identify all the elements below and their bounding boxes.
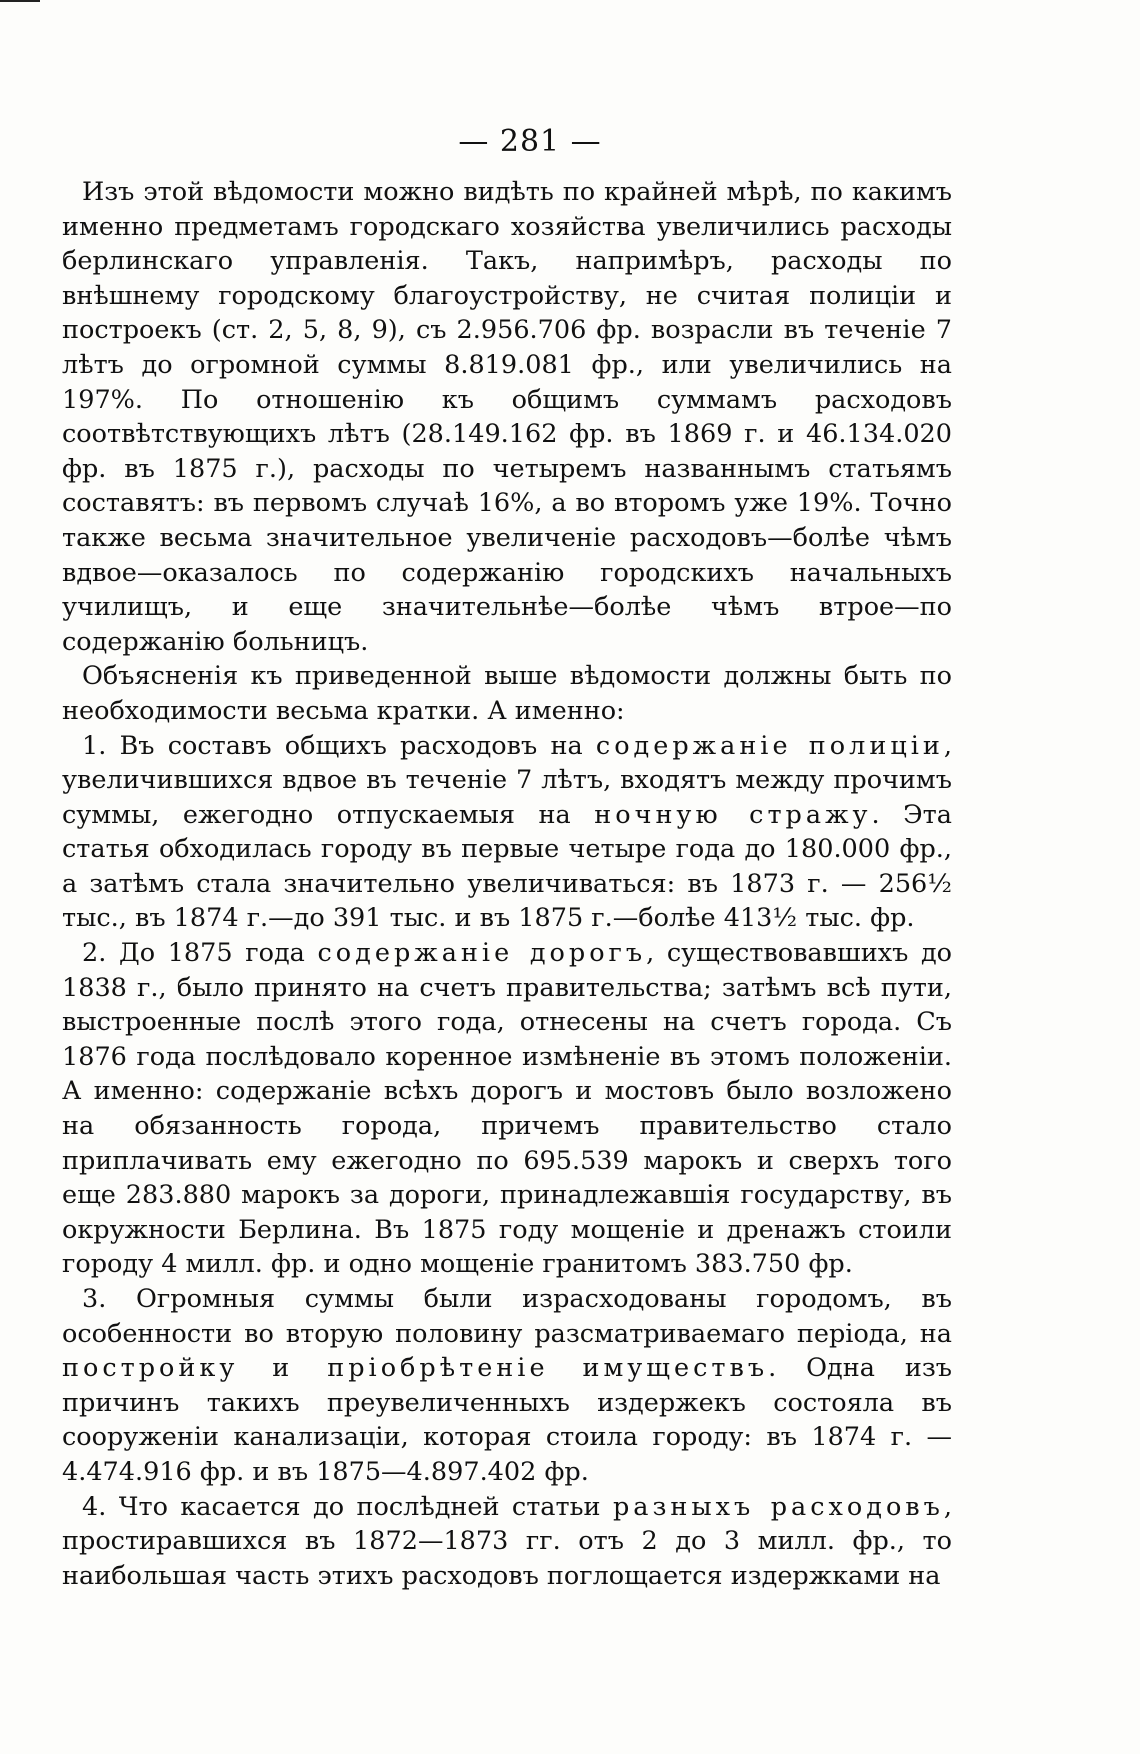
paragraph-item-1 [62,729,952,937]
paragraph-intro [62,175,952,659]
paragraph-text: . Одна изъ причинъ такихъ преувеличенныхъ издержекъ состояла въ сооруженіи канализаціи, которая стоила городу: въ 1874 г. — 4.474.916 фр. и въ 1875—4.897.402 фр. [62,1353,952,1487]
paragraph-text: , увеличившихся вдвое въ теченіе 7 лѣтъ, входятъ между прочимъ суммы, ежегодно отпускаемыя на [62,730,952,830]
paragraph-text: Объясненія къ приведенной выше вѣдомости должны быть по необходимости весьма кратки. А именно: [62,661,952,726]
paragraph-text: 2. До 1875 года [82,938,318,969]
paragraph-item-4 [62,1490,952,1594]
spaced-emphasis-text: содержаніе полиціи [595,730,944,761]
paragraph-explanations [62,659,952,728]
paragraph-text: 1. Въ составъ общихъ расходовъ на [82,730,596,761]
paragraph-text: , существовавшихъ до 1838 г., было принято на счетъ правительства; затѣмъ всѣ пути, выстроенные послѣ этого года, отнесены на счетъ города. Съ 1876 года послѣдовало коренное измѣненіе въ этомъ положеніи. А именно: содержаніе всѣхъ дорогъ и мостовъ было возложено на обязанность города, причемъ правительство стало приплачивать ему ежегодно по 695.539 марокъ и сверхъ того еще 283.880 марокъ за дороги, принадлежавшія государству, въ окружности Берлина. Въ 1875 году мощеніе и дренажъ стоили городу 4 милл. фр. и одно мощеніе гранитомъ 383.750 фр. [62,938,952,1280]
paragraph-text: . Эта статья обходилась городу въ первые четыре года до 180.000 фр., а затѣмъ стала значительно увеличиваться: въ 1873 г. — 256½ тыс., въ 1874 г.—до 391 тыс. и въ 1875 г.—болѣе 413½ тыс. фр. [62,799,952,934]
paragraph-text: 3. Огромныя суммы были израсходованы городомъ, въ особенности во вторую половину разсматриваемаго періода, на [62,1284,952,1349]
top-edge-rule [0,0,40,2]
paragraph-text: Изъ этой вѣдомости можно видѣть по крайней мѣрѣ, по какимъ именно предметамъ городскаго хозяйства увеличились расходы берлинскаго управленія. Такъ, напримѣръ, расходы по внѣшнему городскому благоустройству, не считая полиціи и построекъ (ст. 2, 5, 8, 9), съ 2.956.706 фр. возрасли въ теченіе 7 лѣтъ до огромной суммы 8.819.081 фр., или увеличились на 197%. По отношенію къ общимъ суммамъ расходовъ соотвѣтствующихъ лѣтъ (28.149.162 фр. въ 1869 г. и 46.134.020 фр. въ 1875 г.), расходы по четыремъ названнымъ статьямъ составятъ: въ первомъ случаѣ 16%, а во второмъ уже 19%. Точно также весьма значительное увеличеніе расходовъ—болѣе чѣмъ вдвое—оказалось по содержанію городскихъ начальныхъ училищъ, и еще значительнѣе—болѣе чѣмъ втрое—по содержанію больницъ. [62,177,952,657]
spaced-emphasis-text: постройку и пріобрѣтеніе имуществъ [62,1353,769,1384]
paragraph-item-2 [62,936,952,1282]
page-number: — 281 — [458,124,602,159]
spaced-emphasis-text: разныхъ расходовъ [612,1491,944,1522]
paragraph-text: 4. Что касается до послѣдней статьи [82,1491,613,1522]
spaced-emphasis-text: ночную стражу [594,799,872,830]
spaced-emphasis-text: содержаніе дорогъ [317,938,647,969]
paragraph-item-3 [62,1282,952,1490]
paragraph-text: , простиравшихся въ 1872—1873 гг. отъ 2 до 3 милл. фр., то наибольшая часть этихъ расходовъ поглощается издержками на [62,1491,952,1591]
body-text [62,175,952,1593]
